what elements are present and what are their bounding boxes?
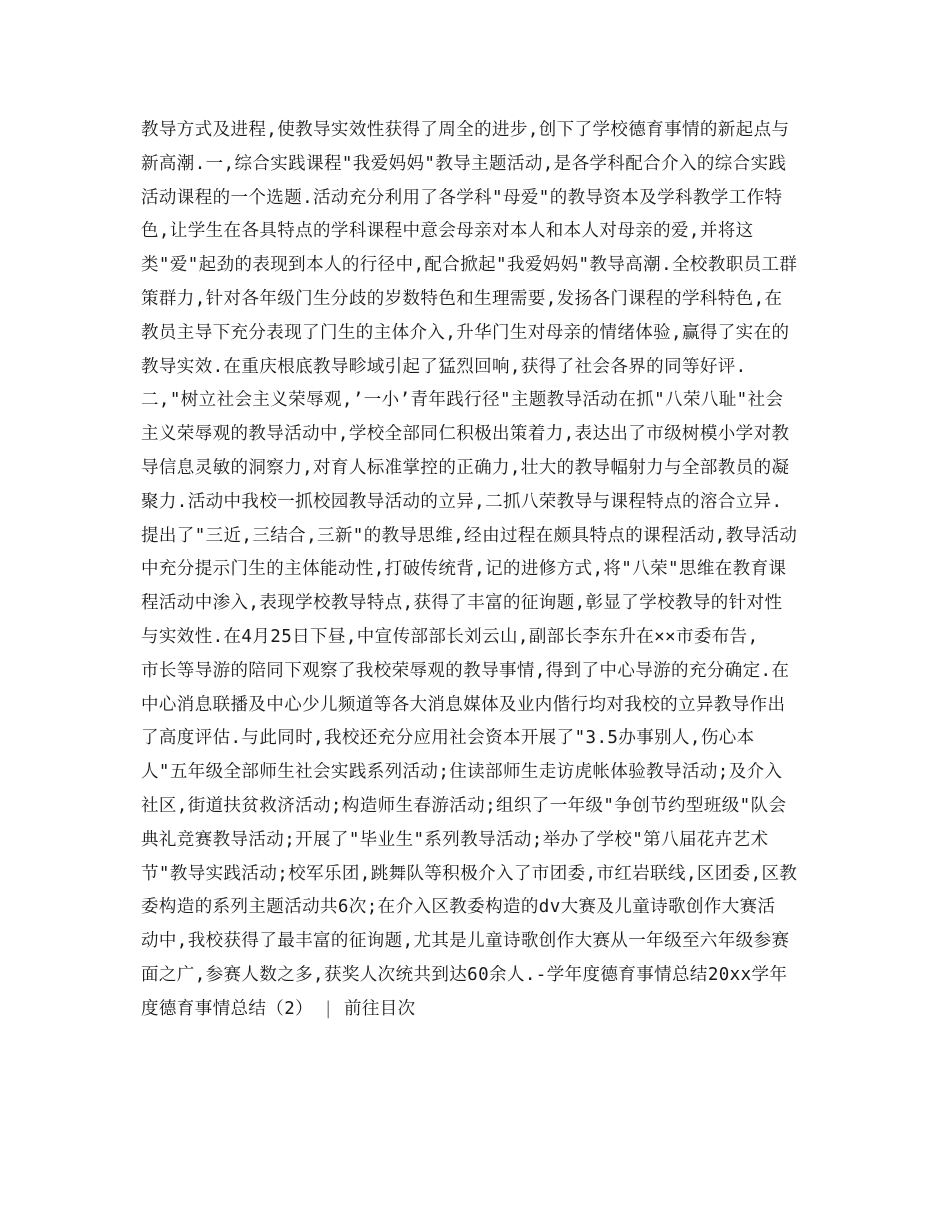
text-line: 中心消息联播及中心少儿频道等各大消息媒体及业内偕行均对我校的立异教导作出 <box>141 694 786 715</box>
text-line: 动中,我校获得了最丰富的征询题,尤其是儿童诗歌创作大赛从一年级至六年级参赛 <box>141 931 790 952</box>
text-line: 教员主导下充分表现了门生的主体介入,升华门生对母亲的情绪体验,赢得了实在的 <box>141 322 790 343</box>
text-line: 教导方式及进程,使教导实效性获得了周全的进步,创下了学校德育事情的新起点与 <box>141 120 790 140</box>
text-line: 活动课程的一个选题.活动充分利用了各学科"母爱"的教导资本及学科教学工作特 <box>141 187 783 208</box>
text-line: 中充分提示门生的主体能动性,打破传统背,记的进修方式,将"八荣"思维在教育课 <box>141 559 787 580</box>
back-to-contents-link[interactable]: 前往目次 <box>343 998 416 1019</box>
text-line: 社区,街道扶贫救济活动;构造师生春游活动;组织了一年级"争创节约型班级"队会 <box>141 795 787 816</box>
text-line: 主义荣辱观的教导活动中,学校全部同仁积极出策着力,表达出了市级树模小学对教 <box>141 424 790 445</box>
text-line: 导信息灵敏的洞察力,对育人标准掌控的正确力,壮大的教导幅射力与全部教员的凝 <box>141 457 790 478</box>
text-line: 面之广,参赛人数之多,获奖人次统共到达60余人.-学年度德育事情总结20xx学年 <box>141 964 788 985</box>
last-line-text: 度德育事情总结（2） <box>141 998 314 1019</box>
text-line: 人"五年级全部师生社会实践系列活动;住读部师生走访虎帐体验教导活动;及介入 <box>141 762 783 783</box>
last-text-line <box>141 993 816 1027</box>
text-line: 程活动中渗入,表现学校教导特点,获得了丰富的征询题,彰显了学校教导的针对性 <box>141 593 783 614</box>
text-line: 与实效性.在4月25日下昼,中宣传部部长刘云山,副部长李东升在××市委布告, <box>141 626 759 647</box>
text-line: 策群力,针对各年级门生分歧的岁数特色和生理需要,发扬各门课程的学科特色,在 <box>141 288 783 309</box>
text-line: 委构造的系列主题活动共6次;在介入区教委构造的dv大赛及儿童诗歌创作大赛活 <box>141 897 776 918</box>
text-line: 了高度评估.与此同时,我校还充分应用社会资本开展了"3.5办事别人,伤心本 <box>141 728 755 749</box>
text-line: 色,让学生在各具特点的学科课程中意会母亲对本人和本人对母亲的爱,并将这 <box>141 221 754 242</box>
text-line: 提出了"三近,三结合,三新"的教导思维,经由过程在颇具特点的课程活动,教导活动 <box>141 525 798 546</box>
separator: | <box>323 998 334 1019</box>
text-line: 新高潮.一,综合实践课程"我爱妈妈"教导主题活动,是各学科配合介入的综合实践 <box>141 153 787 174</box>
text-line: 类"爱"起劲的表现到本人的行径中,配合掀起"我爱妈妈"教导高潮.全校教职员工群 <box>141 255 798 276</box>
document-body <box>141 114 816 1027</box>
text-line: 典礼竞赛教导活动;开展了"毕业生"系列教导活动;举办了学校"第八届花卉艺术 <box>141 829 769 850</box>
text-line: 聚力.活动中我校一抓校园教导活动的立异,二抓八荣教导与课程特点的溶合立异. <box>141 491 783 512</box>
text-line: 市长等导游的陪同下观察了我校荣辱观的教导事情,得到了中心导游的充分确定.在 <box>141 660 790 681</box>
text-line: 教导实效.在重庆根底教导畛域引起了猛烈回响,获得了社会各界的同等好评. <box>141 356 747 377</box>
text-line: 二,"树立社会主义荣辱观,’一小’青年践行径"主题教导活动在抓"八荣八耻"社会 <box>141 390 784 411</box>
text-line: 节"教导实践活动;校军乐团,跳舞队等积极介入了市团委,市红岩联线,区团委,区教 <box>141 863 798 884</box>
